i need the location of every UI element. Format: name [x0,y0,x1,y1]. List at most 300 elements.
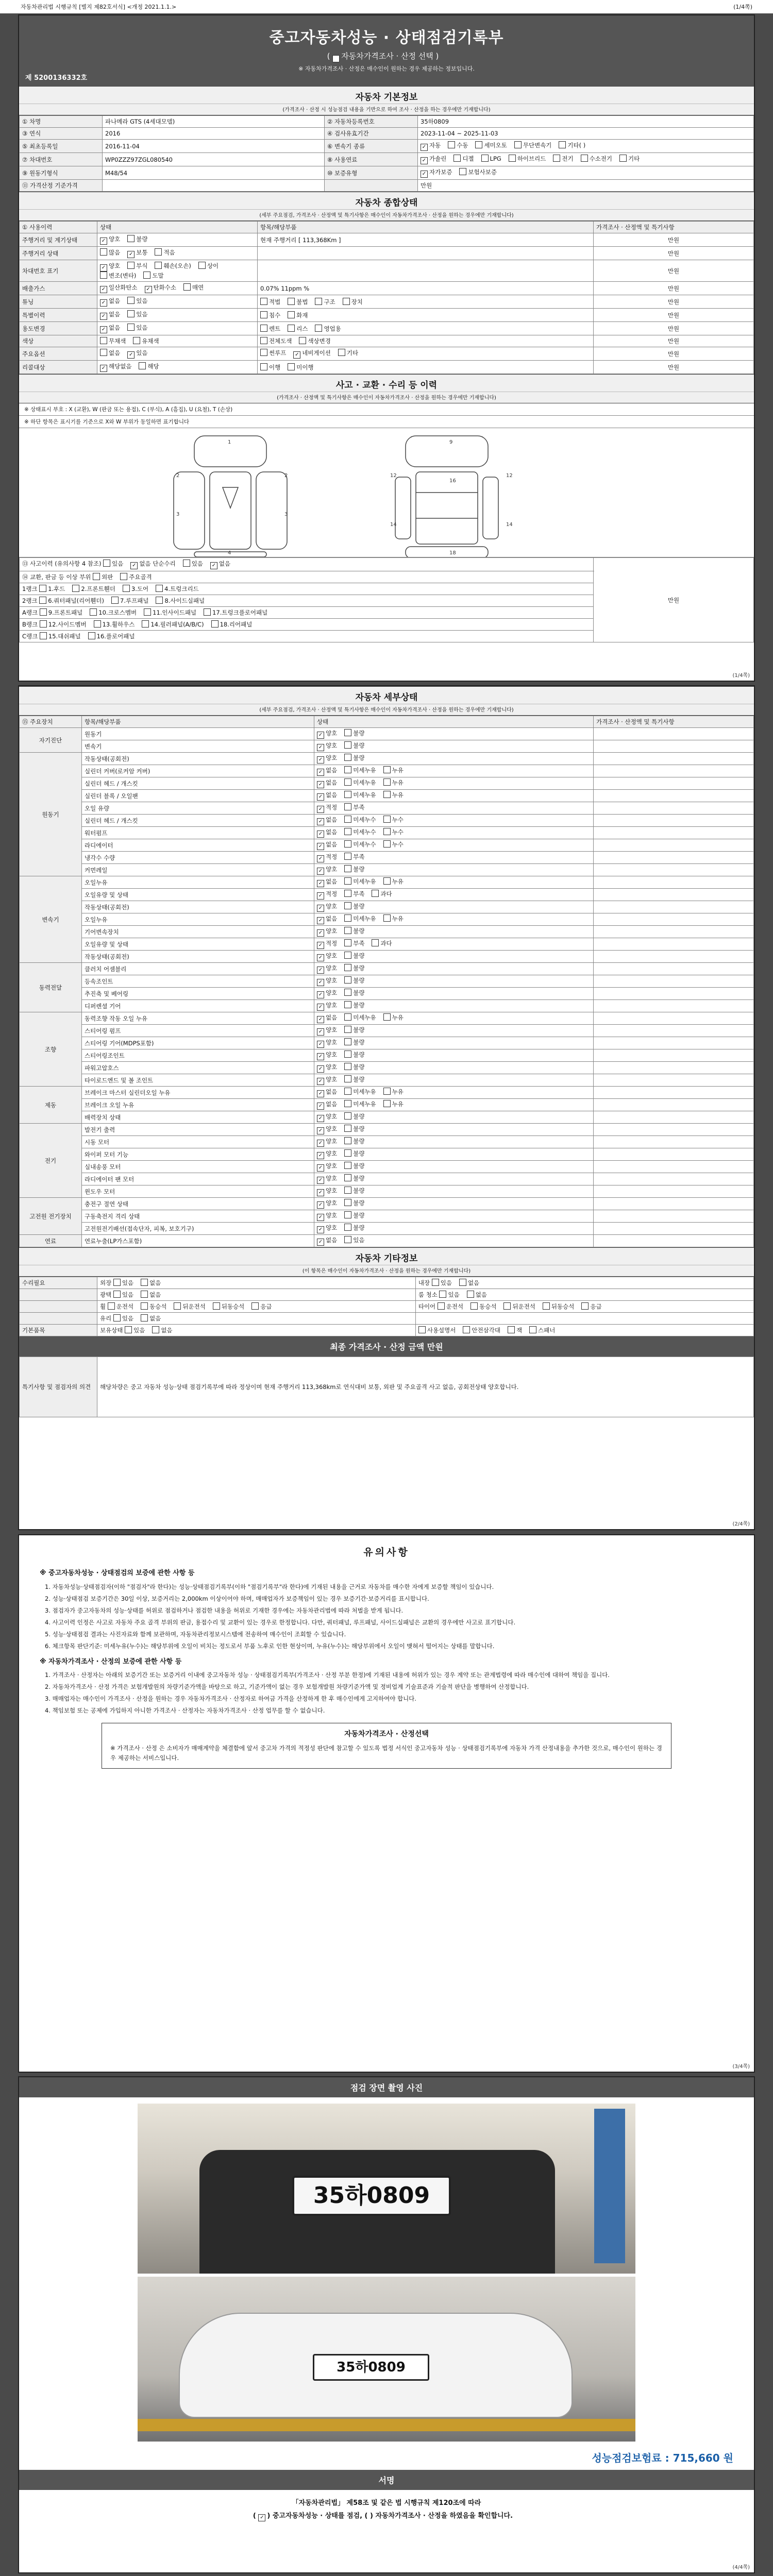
general-item-detail: 0.07% 11ppm % [258,282,594,295]
checkbox-empty-icon [344,791,351,798]
detail-item-name: 고전원전기배선(접속단자, 피복, 보호기구) [82,1223,314,1235]
svg-text:3: 3 [176,512,180,517]
checkbox-checked-icon [317,929,324,937]
checkbox-option: ✓ 양호 [317,1224,337,1231]
checkbox-option: 7.루프패널 [111,597,148,604]
checkbox-option: 15.대쉬패널 [40,633,81,640]
checkbox-empty-icon [288,363,295,370]
checkbox-empty-icon [543,1302,550,1310]
checkbox-empty-icon [470,1302,478,1310]
checkbox-option: 불량 [344,754,364,761]
page-number-3: (3/4쪽) [732,2064,750,2070]
checkbox-option: ✓ 양호 [317,1199,337,1207]
checkbox-option: 없음 [459,1279,479,1286]
detail-item-name: 라디에이터 팬 모터 [82,1173,314,1185]
signature-line-2: ( ✓) 중고자동차성능 · 상태를 점검, ( ) 자동차가격조사 · 산정을 하였음을 확인합니다. [19,2507,754,2521]
checkbox-empty-icon [383,840,391,848]
checkbox-empty-icon [40,620,47,628]
checkbox-checked-icon [100,264,107,272]
checkbox-option: 적음 [155,249,175,256]
general-row [20,247,754,260]
checkbox-checked-icon [145,286,152,293]
svg-text:1: 1 [228,439,231,445]
detail-item-price [594,790,754,802]
page-indicator: (1/4쪽) [733,4,752,10]
checkbox-empty-icon [100,248,107,256]
detail-col-item: 항목/해당부품 [82,716,314,728]
checkbox-option: ✓ 양호 [317,977,337,984]
checkbox-option: ✓ 없음 [317,1100,337,1108]
basic-value [103,180,325,192]
checkbox-empty-icon [251,1302,259,1310]
detail-item-state [314,740,594,753]
detail-item-state [314,1025,594,1037]
detail-item-state [314,815,594,827]
form-subtitle: ( ✓자동차가격조사 · 산정 선택 ) [19,50,754,62]
checkbox-checked-icon [100,238,107,245]
detail-item-state [314,1223,594,1235]
checkbox-option: 불량 [344,927,364,935]
detail-item-price [594,963,754,975]
checkbox-option: 뒤동승석 [543,1303,574,1310]
detail-item-state [314,852,594,864]
notice-item: 3. 점검자가 중고자동차의 성능·상태를 허위로 점검하거나 점검한 내용을 허위로 기재한 경우에는 자동차관리법에 따라 처벌을 받게 됩니다. [45,1606,404,1614]
checkbox-empty-icon [508,1326,515,1333]
checkbox-option: 스패너 [529,1327,555,1334]
checkbox-empty-icon [383,766,391,773]
checkbox-option: 기타 [338,349,358,357]
other-row-left: 유리 있음 없음 [97,1313,416,1325]
other-row-label: 수리필요 [20,1277,97,1289]
detail-item-state [314,753,594,765]
car-diagram [19,428,754,557]
basic-row [20,128,754,140]
checkbox-option: 4.트렁크리드 [156,585,199,592]
price-selection-title: 자동차가격조사 · 산정선택 [344,1730,429,1738]
form-note: ※ 자동차가격조사 · 산정은 매수인이 원하는 경우 제공하는 정보입니다. [298,65,475,72]
other-title: 자동차 기타정보 [19,1247,754,1265]
price-selection-box [102,1723,671,1769]
checkbox-empty-icon [459,1279,466,1286]
checkbox-option: ✓ 없음 단순수리 [130,560,175,567]
checkbox-option: 리스 [288,325,308,332]
detail-row [20,1124,754,1136]
detail-item-state [314,839,594,852]
checkbox-checked-icon [210,562,217,569]
detail-row [20,1148,754,1161]
detail-item-state [314,777,594,790]
detail-item-name: 오일유량 및 상태 [82,938,314,951]
remark-table [19,1357,754,1417]
detail-item-state [314,963,594,975]
checkbox-empty-icon [183,560,190,567]
general-item-price: 만원 [594,347,754,361]
checkbox-empty-icon [344,1236,351,1243]
checkbox-empty-icon [113,1291,121,1298]
checkbox-option: 외판 [93,573,113,581]
checkbox-option: 화재 [288,312,308,319]
general-item-name: 주행거리 및 계기상태 [20,233,97,247]
accident-rank2: 2랭크 6.쿼터패널(리어휀더) 7.루프패널 8.사이드실패널 [20,595,594,607]
checkbox-empty-icon [344,1137,351,1144]
general-item-state [97,361,258,374]
checkbox-empty-icon [93,573,100,580]
detail-item-state [314,1000,594,1012]
checkbox-option: 미이행 [288,364,313,371]
svg-text:9: 9 [449,439,453,445]
checkbox-empty-icon [383,791,391,798]
checkbox-empty-icon [113,1314,121,1321]
general-col-usage: ① 사용이력 [20,222,97,233]
notice-sec2-title: ※ 자동차가격조사 · 산정의 보증에 관한 사항 등 [40,1657,182,1666]
checkbox-option: 디젤 [453,155,474,162]
detail-col-state: 상태 [314,716,594,728]
checkbox-empty-icon [344,828,351,835]
general-item-name: 튜닝 [20,295,97,309]
basic-value [418,153,754,166]
checkbox-empty-icon [463,1326,470,1333]
detail-group-name: 고전원 전기장치 [20,1198,82,1235]
page-2 [18,685,755,1530]
detail-row [20,740,754,753]
checkbox-option: 과다 [372,890,392,897]
signature-title: 서명 [19,2470,754,2490]
detail-item-price [594,777,754,790]
checkbox-option: 16.플로어패널 [88,633,135,640]
checkbox-option: 17.트렁크플로어패널 [204,609,267,616]
checkbox-option: ✓ 양호 [317,1125,337,1132]
signature-line-1: 「자동차관리법」 제58조 및 같은 법 시행규칙 제120조에 따라 [292,2499,481,2507]
detail-item-price [594,1099,754,1111]
accident-rank1: 1랭크 1.후드 2.프론트휀더 3.도어 4.트렁크리드 [20,583,594,595]
checkbox-empty-icon [127,297,135,304]
checkbox-option: 누유 [383,878,404,885]
basic-key: ⑧ 사용연료 [325,153,418,166]
other-row-left: 광택 있음 없음 [97,1289,416,1301]
checkbox-option: 보험사보증 [459,168,497,176]
checkbox-option: 색상변경 [299,337,330,345]
checkbox-checked-icon [317,1028,324,1036]
checkbox-option: ✓) 중고자동차성능 · 상태를 점검, ( ) 자동차가격조사 · 산정을 하였음을 확인합니다. [258,2512,513,2520]
detail-item-price [594,938,754,951]
checkbox-option: 있음 [127,297,147,304]
checkbox-empty-icon [344,840,351,848]
general-item-name: 차대번호 표기 [20,260,97,282]
checkbox-empty-icon [432,1279,439,1286]
checkbox-empty-icon [198,262,206,269]
checkbox-checked-icon [317,756,324,764]
checkbox-empty-icon [383,1100,391,1107]
detail-item-name: 등속조인트 [82,975,314,988]
remark-text: 해당차량은 중고 자동차 성능·상태 점검기록부에 따라 정상이며 현재 주행거리 113,368km로 연식대비 보통, 외판 및 주요골격 사고 없음, 공회전상태 양호합니다. [97,1357,754,1417]
checkbox-checked-icon [421,157,428,164]
detail-item-state [314,951,594,963]
basic-row [20,140,754,153]
detail-row [20,975,754,988]
checkbox-option: 세미오토 [475,142,507,149]
checkbox-option: ✓ 없음 [100,324,120,331]
checkbox-checked-icon [317,868,324,875]
svg-text:4: 4 [228,550,231,556]
detail-row [20,839,754,852]
checkbox-empty-icon [383,914,391,922]
detail-item-price [594,728,754,740]
detail-item-name: 냉각수 수량 [82,852,314,864]
checkbox-empty-icon [438,1302,445,1310]
checkbox-empty-icon [344,914,351,922]
checkbox-option: ✓ 보통 [127,249,147,256]
checkbox-checked-icon [127,351,135,359]
general-state-table [19,221,754,374]
basic-key: ① 차명 [20,116,103,128]
detail-row [20,1210,754,1223]
basic-value: WP0ZZZ97ZGL080540 [103,153,325,166]
detail-row [20,1087,754,1099]
checkbox-empty-icon [141,1314,148,1321]
detail-item-state [314,1185,594,1198]
detail-item-price [594,852,754,864]
checkbox-option: 13.휠하우스 [94,621,135,628]
detail-row [20,765,754,777]
detail-item-state [314,1235,594,1247]
checkbox-option: 불량 [344,730,364,737]
detail-item-name: 변속기 [82,740,314,753]
checkbox-option: 뒤운전석 [503,1303,535,1310]
other-row-right: 룸 청소 있음 없음 [415,1289,753,1301]
svg-text:14: 14 [506,522,513,528]
page-3 [18,1534,755,2073]
checkbox-empty-icon [439,1291,446,1298]
checkbox-option: 12.사이드멤버 [40,621,87,628]
checkbox-empty-icon [40,632,47,639]
checkbox-option: ✓ 탄화수소 [145,284,176,291]
notice-item: 2. 성능·상태점검 보증기간은 30일 이상, 보증거리는 2,000km 이상이어야 하며, 매매업자가 보증책임이 있는 경우 보증기간·보증거리를 표시합니다. [45,1595,429,1602]
detail-row [20,815,754,827]
general-item-name: 색상 [20,335,97,347]
checkbox-checked-icon [317,769,324,776]
checkbox-empty-icon [204,608,211,616]
checkbox-empty-icon [90,608,97,616]
checkbox-empty-icon [453,155,461,162]
detail-row [20,889,754,901]
checkbox-empty-icon [213,1302,220,1310]
detail-item-state [314,1049,594,1062]
checkbox-empty-icon [344,1149,351,1157]
checkbox-checked-icon [317,979,324,986]
checkbox-empty-icon [344,890,351,897]
basic-key: ⑪ 가격산정 기준가격 [20,180,103,192]
checkbox-empty-icon [344,1075,351,1082]
detail-group-name: 자기진단 [20,728,82,753]
detail-row [20,753,754,765]
general-row [20,233,754,247]
checkbox-option: 없음 [141,1315,161,1322]
notice-item: 4. 책임보험 또는 공제에 가입하지 아니한 가격조사 · 산정자는 자동차가격조사 · 산정 업무를 할 수 없습니다. [45,1706,325,1714]
checkbox-empty-icon [344,927,351,934]
detail-group-name: 동력전달 [20,963,82,1012]
checkbox-checked-icon [317,892,324,900]
detail-item-name: 기어변속장치 [82,926,314,938]
checkbox-option: ✓ 없음 [317,791,337,799]
detail-item-name: 원동기 [82,728,314,740]
checkbox-option: 뒤동승석 [213,1303,244,1310]
checkbox-option: 미세누유 [344,915,376,922]
detail-row [20,988,754,1000]
checkbox-option: 주요골격 [120,573,152,581]
detail-item-state [314,1062,594,1074]
detail-item-name: 시동 모터 [82,1136,314,1148]
checkbox-checked-icon [317,991,324,998]
checkbox-checked-icon [317,1053,324,1060]
basic-value: 만원 [418,180,754,192]
checkbox-empty-icon [123,585,130,592]
detail-item-name: 라디에이터 [82,839,314,852]
other-row-label: 기본품목 [20,1325,97,1336]
checkbox-option: 수동 [448,142,468,149]
other-row [20,1301,754,1313]
checkbox-option: 없음 [100,349,120,357]
other-row [20,1289,754,1301]
checkbox-empty-icon [344,1187,351,1194]
detail-item-price [594,740,754,753]
checkbox-option: 있음 [103,560,123,567]
general-row [20,260,754,282]
detail-row [20,777,754,790]
detail-row [20,1198,754,1210]
document-topbar [0,0,773,13]
general-col-price: 가격조사 · 산정액 및 특기사항 [594,222,754,233]
svg-text:2: 2 [176,473,180,479]
checkbox-empty-icon [260,298,267,305]
page-1 [18,14,755,682]
price-selection-text: ※ 가격조사 · 산정 은 소비자가 매매계약을 체결함에 앞서 중고차 가격의 적정성 판단에 참고할 수 있도록 법정 서식인 중고자동차 성능 · 상태점검기록부에 자동차 가격 산정내용을 추가한 것으로, 매수인이 원하는 경우 제공하는 서비스입니다. [110,1744,662,1761]
checkbox-empty-icon [344,964,351,971]
checkbox-option: 1.후드 [39,585,65,592]
checkbox-option: 있음 [432,1279,452,1286]
checkbox-option: ✓ 네비게이션 [293,349,331,357]
checkbox-empty-icon [475,141,482,148]
checkbox-option: 14.필러패널(A/B/C) [142,621,204,628]
general-item-name: 주행거리 상태 [20,247,97,260]
detail-item-price [594,1000,754,1012]
notice-item: 5. 성능·상태점검 결과는 사진자료와 함께 보관하며, 자동차관리정보시스템에 전송하여 매수인이 조회할 수 있습니다. [45,1630,346,1638]
car-frame-view [395,436,498,557]
detail-item-price [594,1087,754,1099]
checkbox-option: 누유 [383,1100,404,1108]
car-outer-view [174,436,287,557]
checkbox-option: 누유 [383,1014,404,1021]
notice-item: 4. 사고이력 인정은 사고로 자동차 주요 골격 부위의 판금, 용접수리 및 교환이 있는 경우로 한정합니다. 다만, 쿼터패널, 루프패널, 사이드실패널은 교환의 경우에만 사고로 표기합니다. [45,1618,516,1626]
checkbox-option: LPG [481,155,501,162]
detail-item-name: 클러치 어셈블리 [82,963,314,975]
checkbox-checked-icon [127,251,135,258]
checkbox-option: 9.프론트패널 [40,609,83,616]
checkbox-checked-icon [317,1090,324,1097]
detail-item-state [314,901,594,913]
checkbox-empty-icon [344,865,351,872]
svg-text:12: 12 [506,473,513,479]
detail-item-state [314,1173,594,1185]
detail-item-price [594,1012,754,1025]
checkbox-option: 없음 [152,1327,172,1334]
checkbox-option: 미세누유 [344,1014,376,1021]
detail-item-state [314,975,594,988]
checkbox-empty-icon [141,1302,148,1310]
checkbox-option: 불량 [344,742,364,749]
general-item-state [97,335,258,347]
general-item-price: 만원 [594,335,754,347]
detail-item-price [594,1223,754,1235]
detail-item-name: 실린더 헤드 / 개스킷 [82,815,314,827]
checkbox-empty-icon [344,816,351,823]
checkbox-option: 10.크로스멤버 [90,609,137,616]
checkbox-option: 있음 [125,1327,145,1334]
detail-item-price [594,1210,754,1223]
checkbox-empty-icon [113,1279,121,1286]
checkbox-checked-icon [317,1152,324,1159]
checkbox-empty-icon [103,560,110,567]
checkbox-option: 사용설명서 [418,1327,456,1334]
checkbox-empty-icon [467,1291,474,1298]
basic-key: ⑨ 원동기형식 [20,166,103,180]
detail-item-name: 실린더 헤드 / 개스킷 [82,777,314,790]
detail-row [20,864,754,876]
detail-item-name: 배력장치 상태 [82,1111,314,1124]
detail-item-state [314,790,594,802]
checkbox-checked-icon [317,744,324,751]
checkbox-option: 누유 [383,1088,404,1095]
general-item-state [97,347,258,361]
checkbox-empty-icon [344,1001,351,1008]
form-header [19,15,754,86]
detail-item-state [314,1099,594,1111]
detail-row [20,1111,754,1124]
checkbox-checked-icon [317,1177,324,1184]
general-item-state [97,309,258,322]
checkbox-option: ✓ 양호 [317,927,337,935]
checkbox-checked-icon [317,855,324,862]
detail-item-price [594,926,754,938]
checkbox-option: 동승석 [470,1303,496,1310]
notice-item: 2. 자동차가격조사 · 산정 가격은 보험개발원의 차량기준가액을 바탕으로 하고, 기준가액이 없는 경우 보험개발원 차량기준가액 및 정비업계 기술표준과 기술적 판단을 병행하여 산정합니다. [45,1683,529,1690]
checkbox-empty-icon [155,248,162,256]
other-row-right: 내장 있음 없음 [415,1277,753,1289]
checkbox-option: ✓ 양호 [317,1212,337,1219]
checkbox-option: 미세누유 [344,878,376,885]
checkbox-option: 하이브리드 [509,155,546,162]
checkbox-option: ✓ 적정 [317,890,337,897]
general-row [20,347,754,361]
detail-item-name: 실린더 블록 / 오일팬 [82,790,314,802]
license-plate-front-text: 35하0809 [313,2182,430,2209]
checkbox-option: ✓ 적정 [317,804,337,811]
detail-item-name: 오일 유량 [82,802,314,815]
checkbox-option: 미세누유 [344,767,376,774]
notice-item: 1. 자동차성능·상태점검자(이하 "점검자"라 한다)는 성능·상태점검기록부(이하 "점검기록부"라 한다)에 기재된 내용을 근거로 자동차를 매수한 자에게 보증할 책임이 있습니다. [45,1583,494,1590]
detail-row [20,951,754,963]
basic-key: ⑦ 차대번호 [20,153,103,166]
detail-col-price: 가격조사 · 산정액 및 특기사항 [594,716,754,728]
checkbox-option: 불량 [344,1224,364,1231]
detail-row [20,1136,754,1148]
checkbox-option: 3.도어 [123,585,148,592]
checkbox-option: ✓ 자가보증 [421,168,452,176]
checkbox-empty-icon [127,235,135,242]
notice-heading: 유의사항 [363,1547,410,1558]
checkbox-empty-icon [344,1026,351,1033]
detail-item-state [314,765,594,777]
document-number: 제 5200136332호 [25,74,88,82]
